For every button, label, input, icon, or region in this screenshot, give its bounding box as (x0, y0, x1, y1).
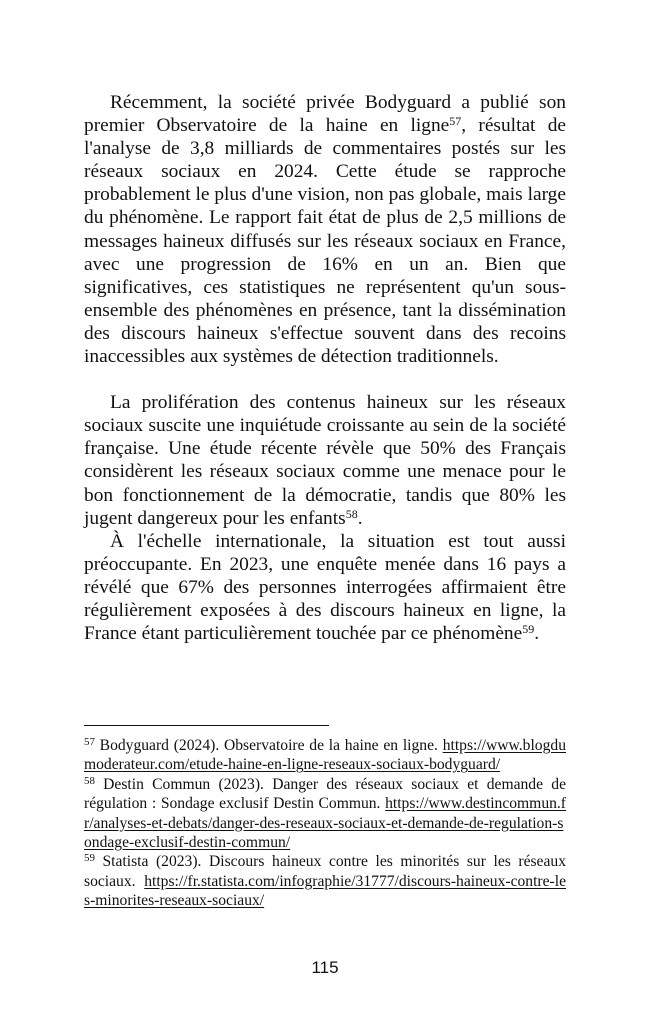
footnote-number: 58 (84, 774, 95, 787)
paragraph-text: . (534, 623, 540, 645)
footnote-text: Destin Commun (2023). Danger des réseaux sociaux et demande de régulation : Sondage exclusif Destin Commun. (84, 775, 566, 813)
footnote-ref-58[interactable]: 58 (345, 506, 358, 521)
paragraph-text: À l'échelle internationale, la situation est tout aussi préoccupante. En 2023, une enquête menée dans 16 pays a révélé que 67% des personnes interrogées affirmaient être régulièrement exposées à des discours haineux en ligne, la France étant particulièrement touchée par ce phénomène (84, 530, 566, 645)
footnote-link[interactable]: https://fr.statista.com/infographie/31777/discours-haineux-contre-les-minorites-reseaux-sociaux/ (84, 872, 566, 910)
paragraph-text: La prolifération des contenus haineux sur les réseaux sociaux suscite une inquiétude croissante au sein de la société française. Une étude récente révèle que 50% des Français considèrent les réseaux sociaux comme une menace pour le bon fonctionnement de la démocratie, tandis que 80% les jugent dangereux pour les enfants (84, 392, 566, 529)
footnote-ref-59[interactable]: 59 (522, 622, 535, 637)
footnote-ref-57[interactable]: 57 (449, 114, 462, 129)
paragraph-text: , résultat de l'analyse de 3,8 milliards de commentaires postés sur les réseaux sociaux en 2024. Cette étude se rapproche probablement le plus d'une vision, non pas globale, mais large du phénomène. Le rapport fait état de plus de 2,5 millions de messages haineux diffusés sur les réseaux sociaux en France, avec une progression de 16% en un an. Bien que significatives, ces statistiques ne représentent qu'un sous-ensemble des phénomènes en présence, tant la dissémination des discours haineux s'effectue souvent dans des recoins inaccessibles aux systèmes de détection traditionnels. (84, 115, 566, 368)
paragraph-spacer (84, 368, 566, 391)
footnote-separator (84, 725, 329, 726)
paragraph-international (84, 530, 566, 645)
footnote-link[interactable]: https://www.destincommun.fr/analyses-et-debats/danger-des-reseaux-sociaux-et-demande-de-regulation-sondage-exclusif-destin-commun/ (84, 795, 566, 852)
footnote-text: Statista (2023). Discours haineux contre les minorités sur les réseaux sociaux. (84, 853, 566, 890)
paragraph-bodyguard-observatory (84, 91, 566, 368)
footnote-link[interactable]: https://www.blogdumoderateur.com/etude-haine-en-ligne-reseaux-sociaux-bodyguard/ (84, 737, 566, 774)
paragraph-text: Récemment, la société privée Bodyguard a publié son premier Observatoire de la haine en ligne (84, 92, 566, 137)
footnotes-section (84, 736, 566, 911)
footnote-number: 57 (84, 736, 95, 749)
paragraph-text: . (357, 507, 363, 529)
footnote-number: 59 (84, 852, 95, 865)
page-body (84, 91, 566, 645)
page-number: 115 (311, 958, 339, 977)
paragraph-french-concern (84, 391, 566, 530)
footnote-text: Bodyguard (2024). Observatoire de la haine en ligne. (94, 737, 443, 754)
footnote-59 (84, 852, 566, 910)
footnote-58 (84, 775, 566, 853)
footnote-57 (84, 736, 566, 775)
